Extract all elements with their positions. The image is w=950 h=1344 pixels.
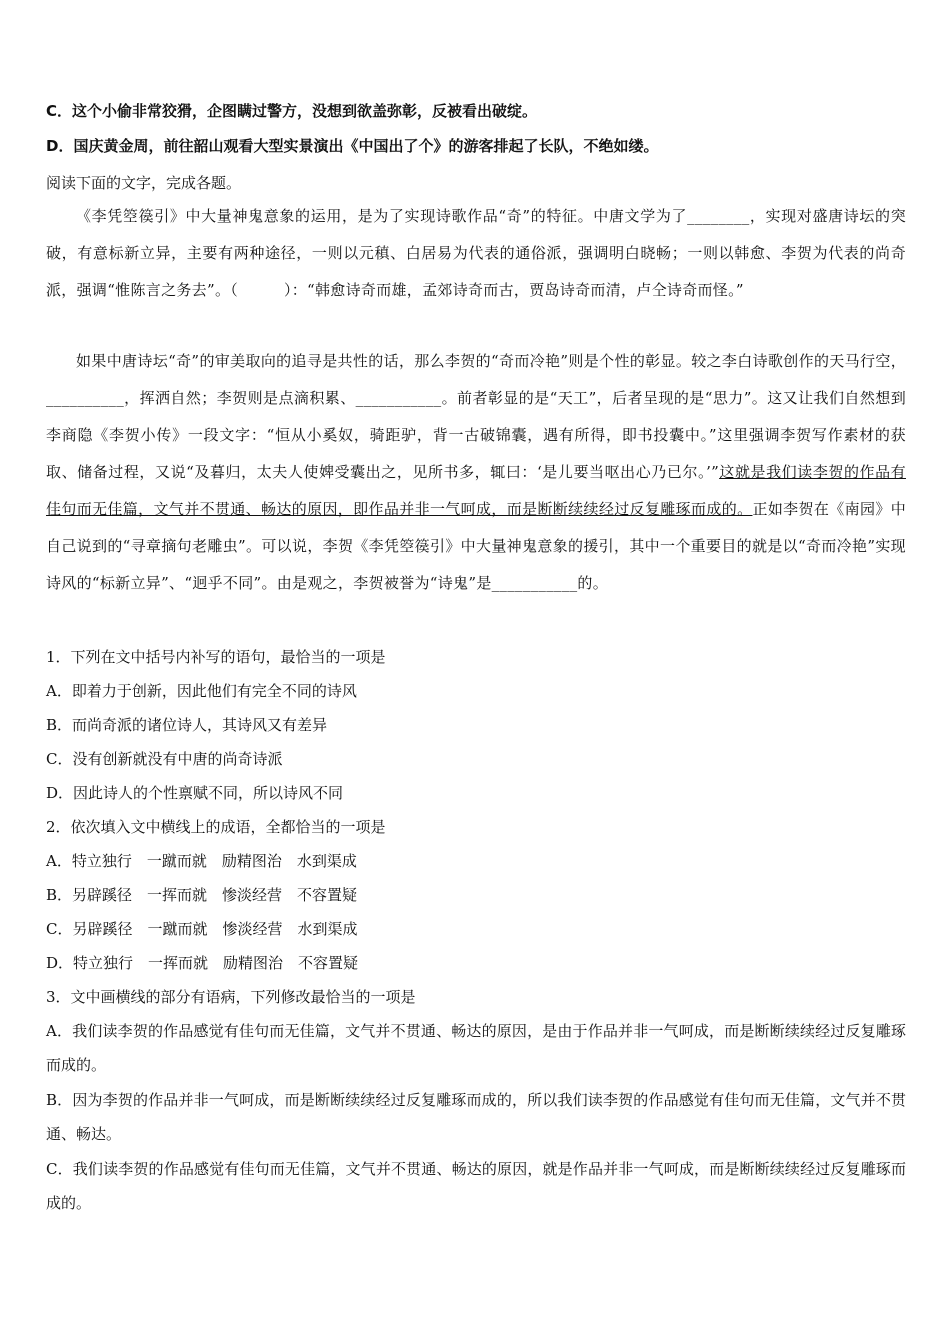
question-1-option-c: C．没有创新就没有中唐的尚奇诗派 — [46, 750, 283, 768]
question-1-option-a: A．即着力于创新，因此他们有完全不同的诗风 — [46, 682, 357, 700]
question-2-option-c: C．另辟蹊径 一蹴而就 惨淡经营 水到渠成 — [46, 920, 358, 938]
question-3-option-c: C．我们读李贺的作品感觉有佳句而无佳篇，文气并不贯通、畅达的原因，就是作品并非一气呵成，而是断断续续经过反复雕琢而成的。 — [46, 1160, 906, 1212]
question-1-stem: 1．下列在文中括号内补写的语句，最恰当的一项是 — [46, 648, 386, 666]
question-3-option-b: B．因为李贺的作品并非一气呵成，而是断断续续经过反复雕琢而成的，所以我们读李贺的作品感觉有佳句而无佳篇，文气并不贯通、畅达。 — [46, 1091, 906, 1143]
passage-p2-before: 如果中唐诗坛“奇”的审美取向的追寻是共性的话，那么李贺的“奇而冷艳”则是个性的彰显。较之李白诗歌创作的天马行空，__________，挥洒自然；李贺则是点滴积累、___________。前者彰显的是“天工”，后者呈现的是“思力”。这又让我们自然想到李商隐《李贺小传》一段文字：“恒从小奚奴，骑距驴，背一古破锦囊，遇有所得，即书投囊中。”这里强调李贺写作素材的获取、储备过程，又说“及暮归，太夫人使婢受囊出之，见所书多，辄曰：‘是儿要当呕出心乃已尔。’” — [46, 352, 906, 481]
reading-instruction: 阅读下面的文字，完成各题。 — [46, 174, 242, 192]
question-2-option-a: A．特立独行 一蹴而就 励精图治 水到渠成 — [46, 852, 357, 870]
question-2-option-d: D．特立独行 一挥而就 励精图治 不容置疑 — [46, 954, 359, 972]
question-1-option-d: D．因此诗人的个性禀赋不同，所以诗风不同 — [46, 784, 344, 802]
passage-paragraph-2 — [46, 343, 906, 602]
underlined-sentence: 这就是我们读李贺的作品有佳句而无佳篇，文气并不贯通、畅达的原因，即作品并非一气呵成，而是断断续续经过反复雕琢而成的。 — [46, 463, 906, 518]
passage-p2-after: 正如李贺在《南园》中自己说到的“寻章摘句老雕虫”。可以说，李贺《李凭箜篌引》中大量神鬼意象的援引，其中一个重要目的就是以“奇而冷艳”实现诗风的“标新立异”、“迥乎不同”。由是观之，李贺被誉为“诗鬼”是___________的。 — [46, 500, 906, 592]
question-3-stem: 3．文中画横线的部分有语病，下列修改最恰当的一项是 — [46, 988, 416, 1006]
prev-option-d: D．国庆黄金周，前往韶山观看大型实景演出《中国出了个》的游客排起了长队，不绝如缕。 — [46, 137, 659, 155]
passage-paragraph-1: 《李凭箜篌引》中大量神鬼意象的运用，是为了实现诗歌作品“奇”的特征。中唐文学为了________，实现对盛唐诗坛的突破，有意标新立异，主要有两种途径，一则以元稹、白居易为代表的通俗派，强调明白晓畅；一则以韩愈、李贺为代表的尚奇派，强调“惟陈言之务去”。（ ）：“韩愈诗奇而雄，孟郊诗奇而古，贾岛诗奇而清，卢仝诗奇而怪。” — [46, 207, 906, 299]
question-2-stem: 2．依次填入文中横线上的成语，全都恰当的一项是 — [46, 818, 386, 836]
question-1-option-b: B．而尚奇派的诸位诗人，其诗风又有差异 — [46, 716, 328, 734]
prev-option-c: C．这个小偷非常狡猾，企图瞒过警方，没想到欲盖弥彰，反被看出破绽。 — [46, 102, 538, 120]
question-3-option-a: A．我们读李贺的作品感觉有佳句而无佳篇，文气并不贯通、畅达的原因，是由于作品并非一气呵成，而是断断续续经过反复雕琢而成的。 — [46, 1022, 906, 1074]
question-2-option-b: B．另辟蹊径 一挥而就 惨淡经营 不容置疑 — [46, 886, 358, 904]
